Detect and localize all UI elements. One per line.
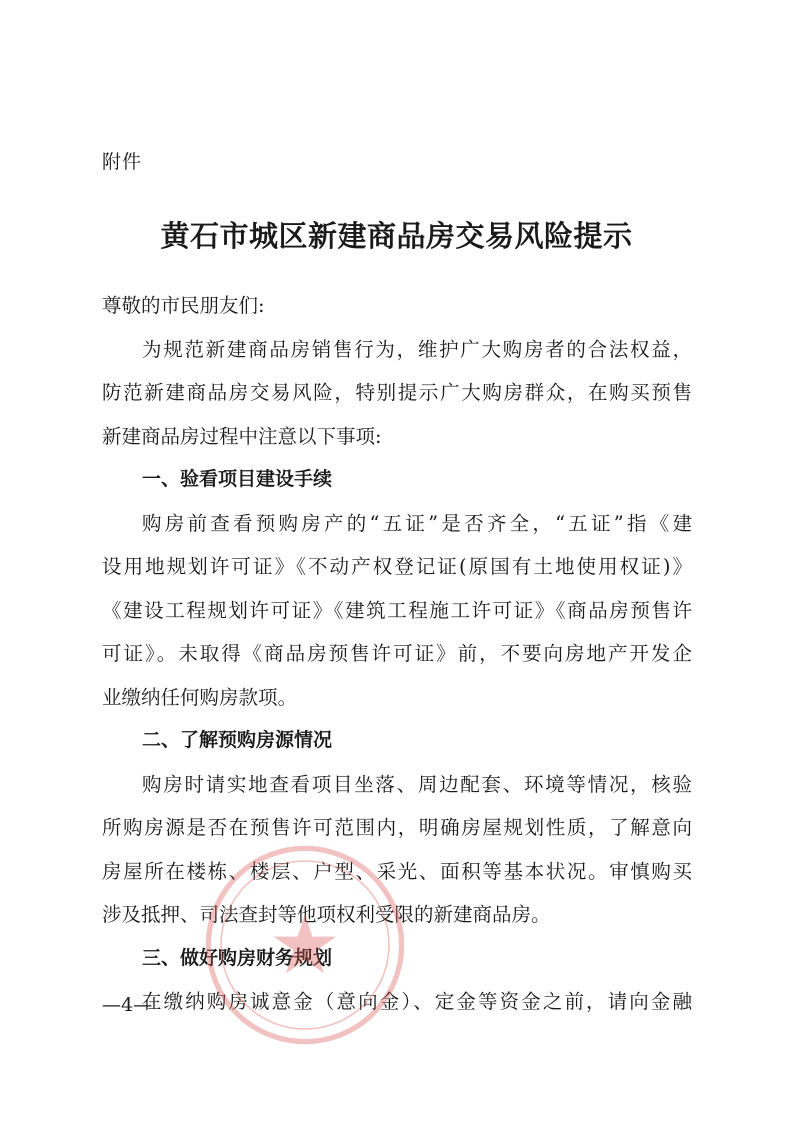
paragraph-line: 购房前查看预购房产的“五证”是否齐全，“五证”指《建 [142, 511, 692, 535]
paragraph-line: 涉及抵押、司法查封等他项权利受限的新建商品房。 [102, 903, 551, 926]
paragraph-line: 为规范新建商品房销售行为，维护广大购房者的合法权益， [142, 337, 692, 361]
paragraph-line: 房屋所在楼栋、楼层、户型、采光、面积等基本状况。审慎购买 [102, 859, 692, 883]
section-1 [102, 458, 692, 719]
page-number: —4— [102, 994, 153, 1016]
intro-paragraph [102, 328, 692, 459]
section-heading: 一、验看项目建设手续 [142, 468, 333, 490]
paragraph-line: 新建商品房过程中注意以下事项: [102, 424, 382, 448]
paragraph-line: 在缴纳购房诚意金（意向金）、定金等资金之前，请向金融 [142, 990, 692, 1013]
paragraph-line: 购房时请实地查看项目坐落、周边配套、环境等情况，核验 [142, 772, 692, 796]
paragraph-line: 《建设工程规划许可证》《建筑工程施工许可证》《商品房预售许 [102, 598, 692, 622]
document-title: 黄石市城区新建商品房交易风险提示 [160, 219, 633, 253]
paragraph-line: 防范新建商品房交易风险，特别提示广大购房群众，在购买预售 [102, 381, 692, 404]
document-body [102, 284, 692, 1024]
section-3 [102, 937, 692, 1024]
greeting: 尊敬的市民朋友们: [102, 294, 265, 317]
section-heading: 二、了解预购房源情况 [142, 729, 333, 751]
section-2 [102, 719, 692, 937]
paragraph-line: 设用地规划许可证》《不动产权登记证(原国有土地使用权证)》 [102, 555, 692, 578]
paragraph-line: 业缴纳任何购房款项。 [102, 685, 298, 709]
paragraph-line: 可证》。未取得《商品房预售许可证》前，不要向房地产开发企 [102, 642, 692, 665]
paragraph-line: 所购房源是否在预售许可范围内，明确房屋规划性质，了解意向 [102, 816, 692, 839]
section-heading: 三、做好购房财务规划 [142, 946, 333, 969]
attachment-label: 附件 [102, 151, 143, 173]
